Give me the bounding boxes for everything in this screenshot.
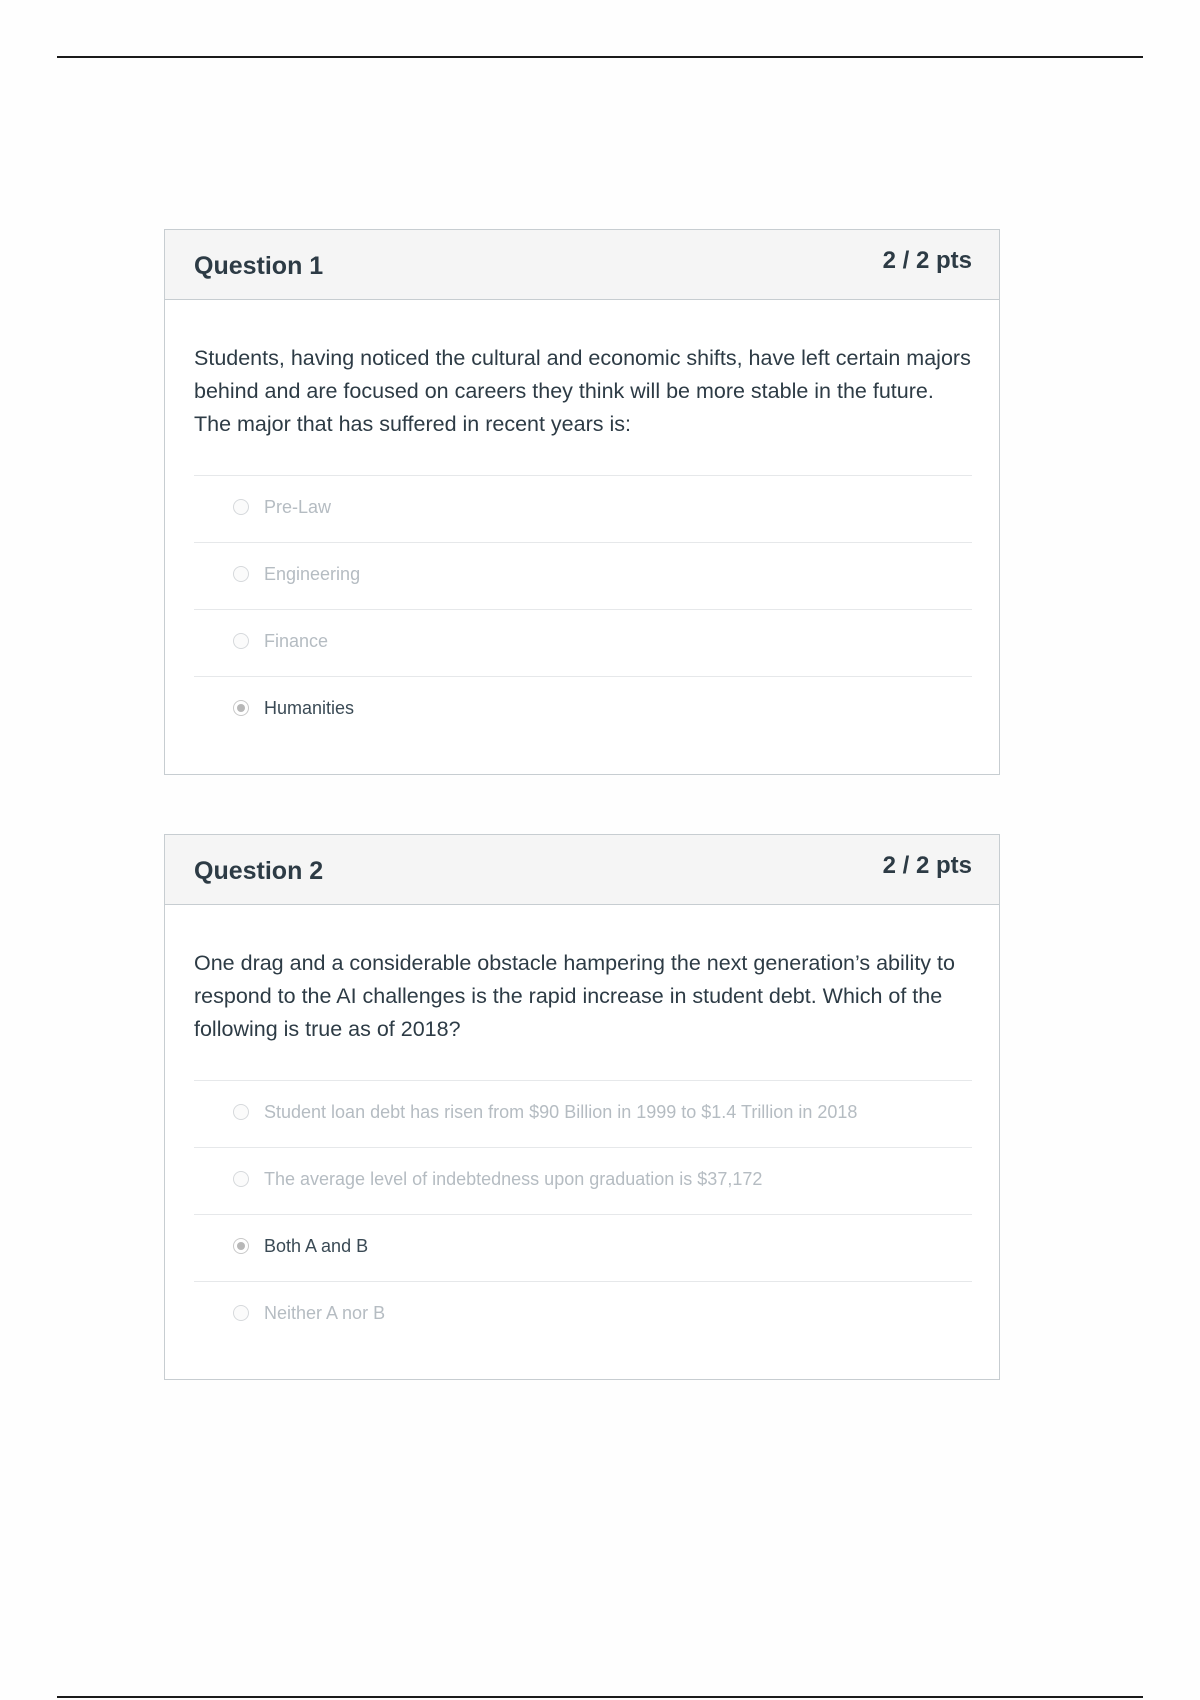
question-points: 2 / 2 pts <box>882 852 972 879</box>
radio-button[interactable] <box>233 1104 249 1120</box>
question-body <box>165 300 999 744</box>
answer-label: Humanities <box>264 698 355 718</box>
radio-button[interactable] <box>233 633 249 649</box>
question-text: Students, having noticed the cultural and economic shifts, have left certain majors behind and are focused on careers they think will be more stable in the future. The major that has suffered in recent years is: <box>194 346 971 436</box>
answer-label: Pre-Law <box>264 497 332 517</box>
answer-label: The average level of indebtedness upon graduation is $37,172 <box>264 1169 763 1189</box>
question-header <box>165 835 999 905</box>
question-title: Question 1 <box>194 252 324 280</box>
question-header <box>165 230 999 300</box>
answer-option[interactable] <box>194 543 972 610</box>
answer-option[interactable] <box>194 610 972 677</box>
answer-option-selected[interactable] <box>194 1215 972 1282</box>
answer-label: Engineering <box>264 564 361 584</box>
answer-list <box>194 1080 972 1349</box>
question-card-2 <box>164 834 1000 1380</box>
radio-button[interactable] <box>233 566 249 582</box>
page-bottom-rule <box>57 1696 1143 1698</box>
radio-button[interactable] <box>233 1171 249 1187</box>
radio-button-selected[interactable] <box>233 1238 249 1254</box>
radio-button[interactable] <box>233 1305 249 1321</box>
radio-button[interactable] <box>233 499 249 515</box>
answer-label: Both A and B <box>264 1236 369 1256</box>
answer-option-selected[interactable] <box>194 677 972 744</box>
answer-option[interactable] <box>194 1081 972 1148</box>
question-text: One drag and a considerable obstacle hampering the next generation’s ability to respond to the AI challenges is the rapid increase in student debt. Which of the following is true as of 2018? <box>194 951 955 1041</box>
answer-label: Neither A nor B <box>264 1303 386 1323</box>
answer-option[interactable] <box>194 1148 972 1215</box>
answer-label: Student loan debt has risen from $90 Billion in 1999 to $1.4 Trillion in 2018 <box>264 1102 858 1122</box>
question-card-1 <box>164 229 1000 775</box>
answer-label: Finance <box>264 631 329 651</box>
radio-button-selected[interactable] <box>233 700 249 716</box>
question-title: Question 2 <box>194 857 324 885</box>
answer-list <box>194 475 972 744</box>
answer-option[interactable] <box>194 1282 972 1349</box>
answer-option[interactable] <box>194 476 972 543</box>
question-body <box>165 905 999 1349</box>
question-points: 2 / 2 pts <box>882 247 972 274</box>
page-top-rule <box>57 56 1143 58</box>
